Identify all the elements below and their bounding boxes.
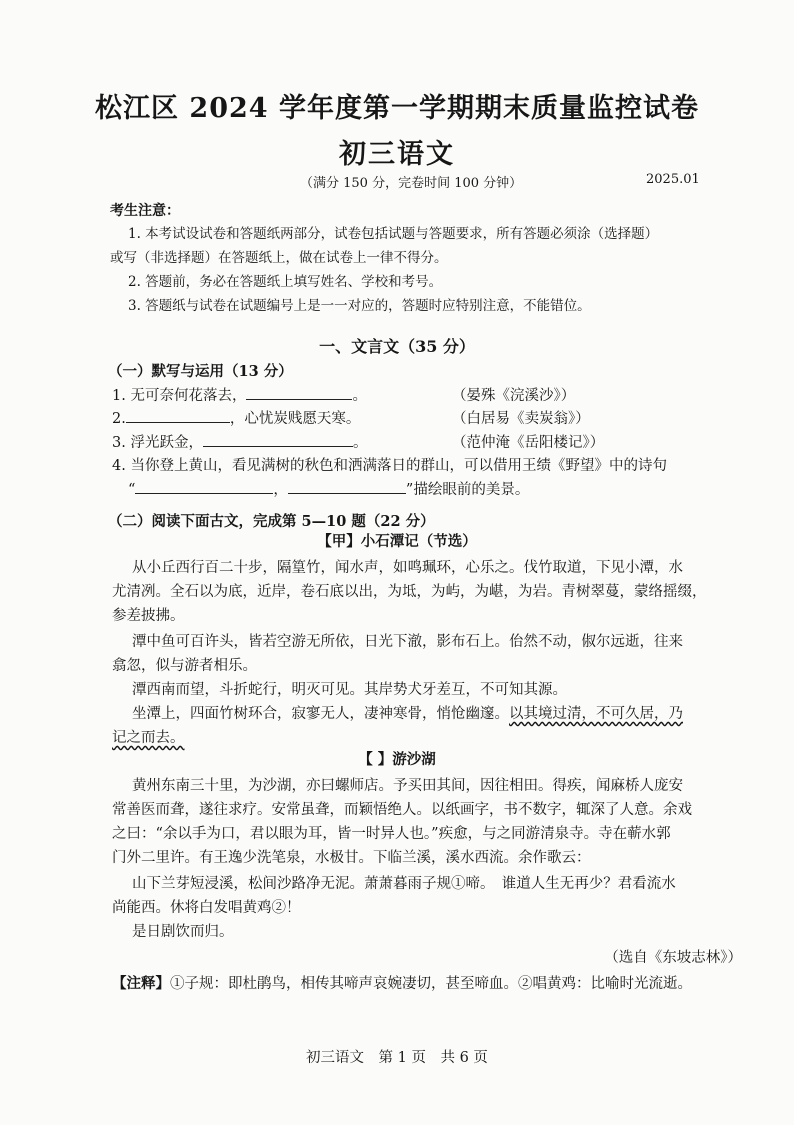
passage-a-p1-line3: 参差披拂。 — [112, 608, 185, 624]
passage-b-p1-line2: 常善医而聋，遂往求疗。安常虽聋，而颖悟绝人。以纸画字，书不数字，辄深了人意。余戏 — [112, 802, 692, 818]
page-footer: 初三语文 第 1 页 共 6 页 — [306, 1050, 488, 1066]
passage-a-p3: 潭西南而望，斗折蛇行，明灭可见。其岸势犬牙差互，不可知其源。 — [132, 682, 567, 698]
question-1 — [112, 384, 367, 405]
passage-b-title-text: 游沙湖 — [392, 751, 436, 768]
passage-a-p2-line1: 潭中鱼可百许头，皆若空游无所依，日光下澈，影布石上。佁然不动，俶尔远逝，往来 — [132, 634, 683, 650]
score-time-note: （满分 150 分，完卷时间 100 分钟） — [300, 176, 523, 191]
q4-answer-blank-1 — [135, 479, 273, 494]
part1-heading: （一）默写与运用（13 分） — [108, 363, 293, 380]
passage-b-source: （选自《东坡志林》） — [604, 950, 742, 966]
passage-b-title — [0, 748, 794, 769]
passage-b-title-blank: 【 】 — [358, 751, 393, 768]
passage-a-p2-line2: 翕忽，似与游者相乐。 — [112, 658, 257, 674]
passage-b-poem-line1: 山下兰芽短浸溪，松间沙路净无泥。萧萧暮雨子规①啼。 谁道人生无再少？君看流水 — [132, 876, 676, 892]
question-4-line1: 4. 当你登上黄山，看见满树的秋色和洒满落日的群山，可以借用王绩《野望》中的诗句 — [112, 458, 667, 474]
q4-close: ”描绘眼前的美景。 — [405, 482, 530, 498]
q4-open-quote: “ — [128, 482, 136, 498]
q3-source: （范仲淹《岳阳楼记》） — [452, 435, 605, 451]
q1-source: （晏殊《浣溪沙》） — [452, 388, 576, 404]
notice-heading: 考生注意： — [110, 203, 180, 219]
q2-suffix: ，心忧炭贱愿天寒。 — [229, 411, 361, 427]
passage-b-p1-line1: 黄州东南三十里，为沙湖，亦曰螺师店。予买田其间，因往相田。得疾，闻麻桥人庞安 — [132, 778, 683, 794]
question-3 — [112, 431, 367, 452]
q1-answer-blank — [246, 385, 352, 400]
q2-source: （白居易《卖炭翁》） — [452, 411, 590, 427]
exam-date: 2025.01 — [646, 172, 700, 187]
question-2 — [112, 407, 360, 428]
q4-answer-blank-2 — [288, 479, 406, 494]
passage-a-p4-line1 — [132, 702, 683, 723]
notes-text: ①子规：即杜鹃鸟，相传其啼声哀婉凄切，甚至啼血。②唱黄鸡：比喻时光流逝。 — [170, 976, 692, 992]
question-4-line2 — [128, 478, 529, 499]
passage-b-p3: 是日剧饮而归。 — [132, 924, 234, 940]
q3-answer-blank — [203, 432, 353, 447]
q2-answer-blank — [126, 408, 230, 423]
part2-heading: （二）阅读下面古文，完成第 5—10 题（22 分） — [108, 513, 435, 530]
notice-item-1a: 1. 本考试设试卷和答题纸两部分，试卷包括试题与答题要求，所有答题必须涂（选择题） — [128, 226, 659, 242]
exam-title: 松江区 2024 学年度第一学期期末质量监控试卷 — [95, 93, 699, 124]
passage-a-p1-line1: 从小丘西行百二十步，隔篁竹，闻水声，如鸣珮环，心乐之。伐竹取道，下见小潭，水 — [132, 560, 683, 576]
passage-a-p1-line2: 尤清冽。全石以为底，近岸，卷石底以出，为坻，为屿，为嵁，为岩。青树翠蔓，蒙络摇缀， — [112, 584, 707, 600]
passage-a-p4-underlined: 以其境过清，不可久居，乃 — [509, 706, 683, 722]
notice-item-1b: 或写（非选择题）在答题纸上，做在试卷上一律不得分。 — [110, 250, 448, 266]
passage-a-p4-plain: 坐潭上，四面竹树环合，寂寥无人，凄神寒骨，悄怆幽邃。 — [132, 706, 509, 722]
q4-comma: ， — [273, 482, 288, 498]
notes — [112, 972, 692, 993]
q3-prefix: 3. 浮光跃金， — [112, 435, 203, 451]
passage-b-poem-line2: 尚能西。休将白发唱黄鸡②！ — [112, 900, 301, 916]
section-heading: 一、文言文（35 分） — [319, 337, 475, 356]
passage-a-title: 【甲】小石潭记（节选） — [317, 533, 477, 550]
q1-prefix: 1. 无可奈何花落去， — [112, 388, 247, 404]
q2-prefix: 2. — [112, 411, 126, 427]
notice-item-3: 3. 答题纸与试卷在试题编号上是一一对应的，答题时应特别注意，不能错位。 — [128, 298, 591, 314]
q3-suffix: 。 — [352, 435, 368, 451]
notice-item-2: 2. 答题前，务必在答题纸上填写姓名、学校和考号。 — [128, 274, 443, 290]
q1-suffix: 。 — [352, 388, 367, 404]
notes-label: 【注释】 — [112, 975, 170, 992]
passage-b-p1-line4: 门外二里许。有王逸少洗笔泉，水极甘。下临兰溪，溪水西流。余作歌云： — [112, 850, 591, 866]
passage-a-p4-line2: 记之而去。 — [112, 730, 185, 746]
passage-b-p1-line3: 之曰：“余以手为口，君以眼为耳，皆一时异人也。”疾愈，与之同游清泉寺。寺在蕲水郭 — [112, 826, 671, 842]
exam-subject: 初三语文 — [339, 139, 455, 170]
